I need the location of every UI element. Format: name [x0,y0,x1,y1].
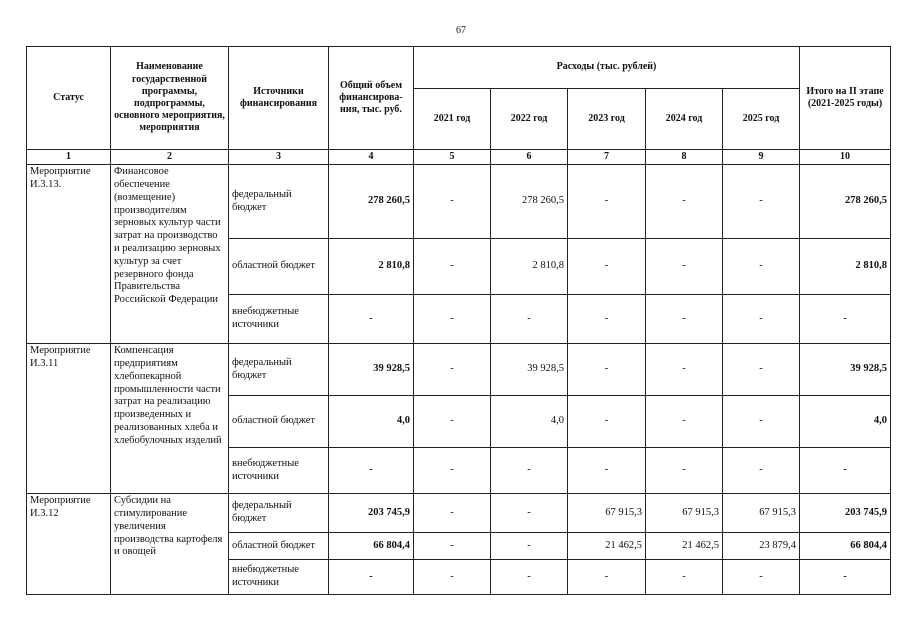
year-amount: - [414,344,491,396]
year-amount: - [414,239,491,295]
header-year: 2023 год [568,89,646,150]
total-amount: 39 928,5 [329,344,414,396]
year-amount: 67 915,3 [646,494,723,533]
year-amount: - [646,344,723,396]
year-amount: - [414,295,491,344]
table-row [27,165,891,239]
header-year: 2024 год [646,89,723,150]
measure-name: Финансовое обеспечение (возмещение) производителям зерновых культур части затрат на производство и реализацию зерновых культур за счет резервного фонда Правительства Российской Федерации [111,165,229,344]
header-stage-total: Итого на II этапе (2021-2025 годы) [800,47,891,150]
year-amount: - [723,396,800,448]
total-amount: 203 745,9 [329,494,414,533]
funding-source: областной бюджет [229,239,329,295]
stage-total-amount: 203 745,9 [800,494,891,533]
funding-source: федеральный бюджет [229,344,329,396]
column-number: 8 [646,150,723,165]
year-amount: 21 462,5 [646,533,723,560]
column-number: 4 [329,150,414,165]
year-amount: - [414,448,491,494]
column-number: 7 [568,150,646,165]
year-amount: - [414,165,491,239]
year-amount: - [414,533,491,560]
measure-status: Мероприятие И.3.12 [27,494,111,595]
measure-name: Компенсация предприятиям хлебопекарной промышленности части затрат на реализацию произведенных и реализованных хлеба и хлебобулочных изделий [111,344,229,494]
funding-source: федеральный бюджет [229,165,329,239]
year-amount: - [568,560,646,595]
year-amount: 39 928,5 [491,344,568,396]
year-amount: - [568,165,646,239]
column-number: 1 [27,150,111,165]
stage-total-amount: - [800,295,891,344]
total-amount: - [329,295,414,344]
year-amount: - [723,165,800,239]
total-amount: 66 804,4 [329,533,414,560]
column-number: 3 [229,150,329,165]
column-number: 10 [800,150,891,165]
stage-total-amount: 66 804,4 [800,533,891,560]
year-amount: - [491,448,568,494]
year-amount: 4,0 [491,396,568,448]
page-number: 67 [456,25,466,36]
total-amount: - [329,560,414,595]
header-expenses: Расходы (тыс. рублей) [414,47,800,89]
year-amount: - [568,396,646,448]
year-amount: - [568,295,646,344]
stage-total-amount: - [800,448,891,494]
table-row [27,494,891,533]
funding-source: федеральный бюджет [229,494,329,533]
year-amount: - [723,344,800,396]
year-amount: - [646,396,723,448]
year-amount: 23 879,4 [723,533,800,560]
header-year: 2022 год [491,89,568,150]
header-status: Статус [27,47,111,150]
total-amount: 4,0 [329,396,414,448]
total-amount: - [329,448,414,494]
year-amount: - [491,295,568,344]
year-amount: 67 915,3 [568,494,646,533]
year-amount: - [568,448,646,494]
year-amount: - [646,165,723,239]
funding-source: областной бюджет [229,396,329,448]
measure-status: Мероприятие И.3.13. [27,165,111,344]
column-number: 6 [491,150,568,165]
year-amount: - [568,344,646,396]
budget-table [26,46,891,595]
year-amount: - [723,295,800,344]
header-year: 2025 год [723,89,800,150]
year-amount: - [646,295,723,344]
year-amount: - [723,560,800,595]
header-year: 2021 год [414,89,491,150]
year-amount: - [414,560,491,595]
stage-total-amount: 2 810,8 [800,239,891,295]
year-amount: 21 462,5 [568,533,646,560]
table-row [27,344,891,396]
total-amount: 2 810,8 [329,239,414,295]
header-sources: Источники финансирования [229,47,329,150]
year-amount: - [723,239,800,295]
column-number: 9 [723,150,800,165]
year-amount: - [414,494,491,533]
funding-source: областной бюджет [229,533,329,560]
year-amount: 67 915,3 [723,494,800,533]
funding-source: внебюджетные источники [229,560,329,595]
stage-total-amount: 4,0 [800,396,891,448]
year-amount: - [646,239,723,295]
year-amount: - [646,448,723,494]
year-amount: - [646,560,723,595]
year-amount: - [568,239,646,295]
column-number: 2 [111,150,229,165]
year-amount: - [491,494,568,533]
year-amount: - [491,560,568,595]
stage-total-amount: - [800,560,891,595]
year-amount: - [414,396,491,448]
header-name: Наименование государственной программы, подпрограммы, основного мероприятия, мероприятия [111,47,229,150]
funding-source: внебюджетные источники [229,295,329,344]
stage-total-amount: 39 928,5 [800,344,891,396]
column-number: 5 [414,150,491,165]
measure-status: Мероприятие И.3.11 [27,344,111,494]
header-total: Общий объем финансирова-ния, тыс. руб. [329,47,414,150]
funding-source: внебюджетные источники [229,448,329,494]
year-amount: - [723,448,800,494]
stage-total-amount: 278 260,5 [800,165,891,239]
year-amount: 2 810,8 [491,239,568,295]
year-amount: - [491,533,568,560]
total-amount: 278 260,5 [329,165,414,239]
year-amount: 278 260,5 [491,165,568,239]
measure-name: Субсидии на стимулирование увеличения производства картофеля и овощей [111,494,229,595]
